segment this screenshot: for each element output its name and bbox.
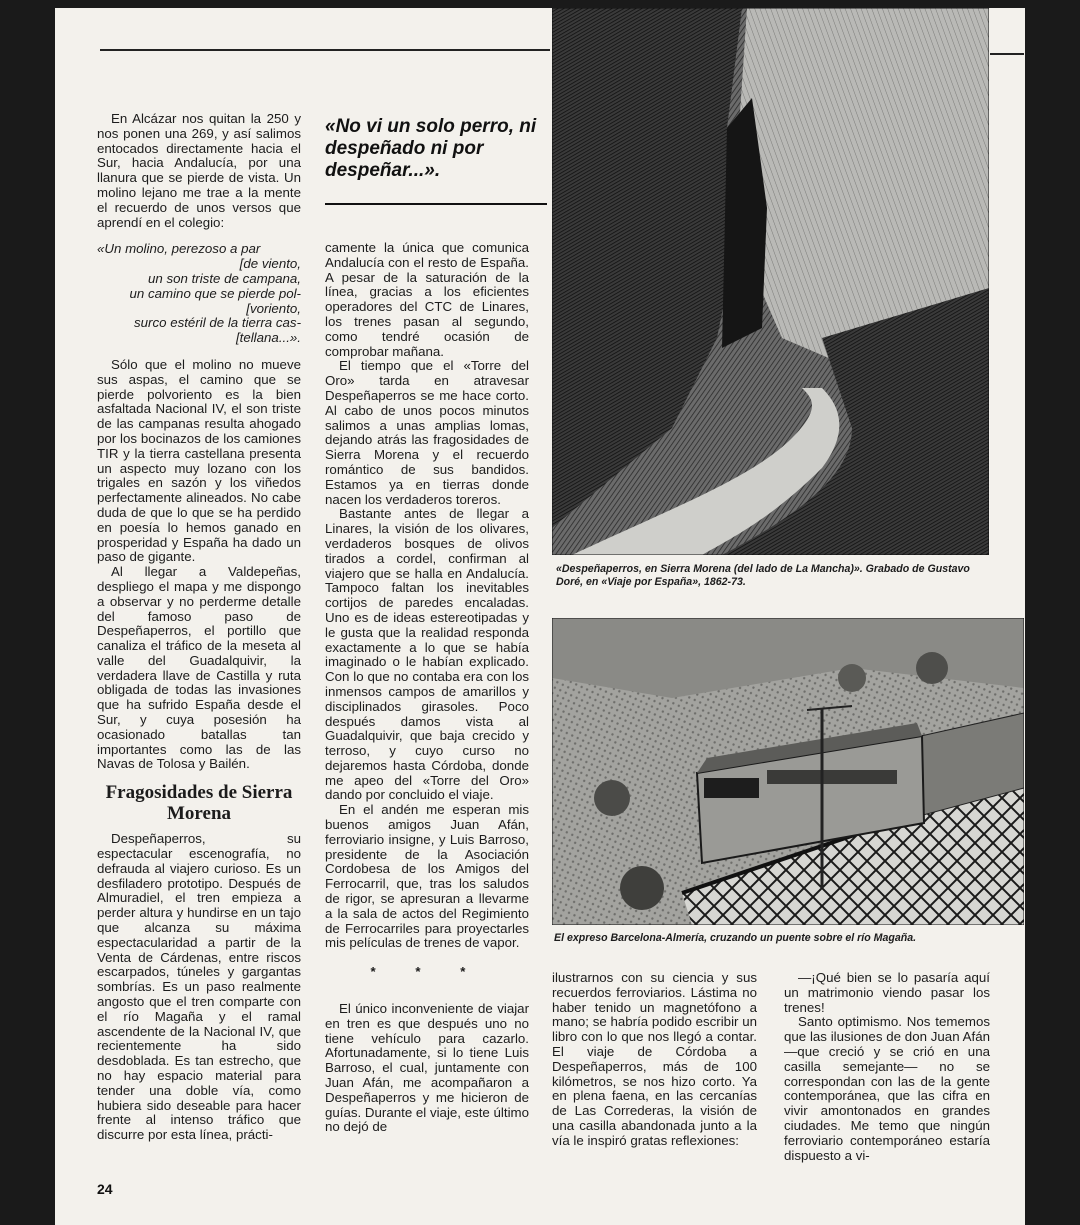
engraving-image xyxy=(552,8,989,555)
pull-quote-rule xyxy=(325,203,547,205)
text-column-4 xyxy=(784,971,990,1163)
text-column-3 xyxy=(552,971,757,1149)
poem-quote xyxy=(97,242,301,346)
paragraph: Despeñaperros, su espectacular escenografía, no defrauda al viajero curioso. Es un desfiladero prototipo. Después de Almuradiel, el tren empieza a perder altura y hundirse en un tajo que alcanza su máxima espectacularidad a partir de la Venta de Cárdenas, entre riscos escarpados, túneles y gargantas sombrías. Es un paso realmente angosto que el tren comparte con el río Magaña y el ramal ascendente de la Nacional IV, que recientemente ha sido desdoblada. Es tan estrecho, que no hay espacio material para tender una doble vía, como hubiera sido deseable para hacer frente al intenso tráfico que discurre por esta línea, prácti- xyxy=(97,831,301,1143)
paragraph: El único inconveniente de viajar en tren es que después uno no tiene vehículo para cazarlo. Afortunadamente, si lo tiene Luis Barroso, el cual, juntamente con Juan Afán, me acompañaron a Despeñaperros y me hicieron de guías. Durante el viaje, este último no dejó de xyxy=(325,1001,529,1135)
top-rule-right xyxy=(990,53,1024,55)
paragraph: En el andén me esperan mis buenos amigos Juan Afán, ferroviario insigne, y Luis Barroso, presidente de la Asociación Cordobesa de los Amigos del Ferrocarril, que, tras los saludos de rigor, se apresuran a llevarme a la sala de actos del Regimiento de Ferrocarriles para proyectarles mis películas de trenes de vapor. xyxy=(325,802,529,951)
section-subhead: Fragosidades de Sierra Morena xyxy=(105,782,293,825)
paragraph: Bastante antes de llegar a Linares, la visión de los olivares, verdaderos bosques de olivos tirados a cordel, confirman al viajero que se halla en Andalucía. Tampoco faltan los inevitables cortijos de paredes encaladas. Uno es de ideas estereotipadas y le gusta que la realidad responda exactamente a lo que se había imaginado o le habían explicado. Con lo que no contaba era con los inmensos campos de amarillos y disciplinados girasoles. Poco después damos vista al Guadalquivir, que baja crecido y terroso, y cuyo curso no dejaremos hasta Córdoba, donde me apeo del «Torre del Oro» dando por concluido el viaje. xyxy=(325,506,529,803)
poem-line: surco estéril de la tierra cas- xyxy=(133,315,301,331)
text-column-2 xyxy=(325,241,529,1135)
paragraph: camente la única que comunica Andalucía con el resto de España. A pesar de la saturación de la línea, gracias a los eficientes operadores del CTC de Linares, los trenes pasan al segundo, como tendré ocasión de comprobar mañana. xyxy=(325,240,529,359)
top-rule xyxy=(100,49,550,51)
poem-line: «Un molino, perezoso a par xyxy=(97,241,261,257)
poem-line: un camino que se pierde pol- xyxy=(129,285,301,301)
train-caption: El expreso Barcelona-Almería, cruzando un puente sobre el río Magaña. xyxy=(554,932,917,944)
pull-quote: «No vi un solo perro, ni despeñado ni por despeñar...». xyxy=(325,116,537,181)
train-photo xyxy=(552,618,1024,925)
paragraph: En Alcázar nos quitan la 250 y nos ponen una 269, y así salimos entocados directamente hacia el Sur, hacia Andalucía, por una llanura que se pierde de vista. Un molino lejano me trae a la mente el recuerdo de unos versos que aprendí en el colegio: xyxy=(97,111,301,230)
section-break: * * * xyxy=(370,964,484,980)
poem-line: [tellana...». xyxy=(235,330,301,346)
poem-line: [de viento, xyxy=(239,256,301,272)
text-column-1 xyxy=(97,112,301,1143)
poem-line: un son triste de campana, xyxy=(147,270,301,286)
paragraph: ilustrarnos con su ciencia y sus recuerdos ferroviarios. Lástima no haber tenido un magnetófono a mano; se habría podido escribir un libro con lo que nos llegó a contar. El viaje de Córdoba a Despeñaperros, más de 100 kilómetros, se nos hizo corto. Ya en plena faena, en las cercanías de Las Correderas, la visión de una casilla abandonada junto a la vía le inspiró gratas reflexiones: xyxy=(552,970,757,1148)
paragraph: Al llegar a Valdepeñas, despliego el mapa y me dispongo a observar y no perderme detalle del famoso paso de Despeñaperros, el portillo que canaliza el tráfico de la meseta al valle del Guadalquivir, la verdadera llave de Castilla y ruta obligada de todas las invasiones que ha sufrido España desde el Sur, y cuya posesión ha ocasionado batallas tan importantes como las de las Navas de Tolosa y Bailén. xyxy=(97,564,301,772)
page-number: 24 xyxy=(97,1181,113,1197)
paragraph: Santo optimismo. Nos tememos que las ilusiones de don Juan Afán —que creció y se crió en una casilla semejante— no se correspondan con las de la gente contemporánea, que las cifra en vivir amontonados en grandes ciudades. Me temo que ningún ferroviario contemporáneo estaría dispuesto a vi- xyxy=(784,1014,990,1163)
engraving-caption: «Despeñaperros, en Sierra Morena (del lado de La Mancha)». Grabado de Gustavo Doré, en «Viaje por España», 1862-73. xyxy=(556,563,970,588)
paragraph: Sólo que el molino no mueve sus aspas, el camino que se pierde polvoriento es la bien asfaltada Nacional IV, el son triste de las campanas resulta ahogado por los bocinazos de los camiones TIR y la tierra castellana presenta un aspecto muy lozano con los trigales en sazón y los viñedos perfectamente alineados. No cabe duda de que lo que se ha perdido en poesía lo hemos ganado en prosperidad y España ha dado un paso de gigante. xyxy=(97,356,301,565)
paragraph: —¡Qué bien se lo pasaría aquí un matrimonio viendo pasar los trenes! xyxy=(784,970,990,1015)
paragraph: El tiempo que el «Torre del Oro» tarda en atravesar Despeñaperros se me hace corto. Al cabo de unos pocos minutos salimos a unas amplias lomas, dejando atrás las fragosidades de Sierra Morena y el recuerdo romántico de sus bandidos. Estamos ya en tierras donde nacen los verdaderos toreros. xyxy=(325,358,529,507)
poem-line: [voriento, xyxy=(246,300,301,316)
